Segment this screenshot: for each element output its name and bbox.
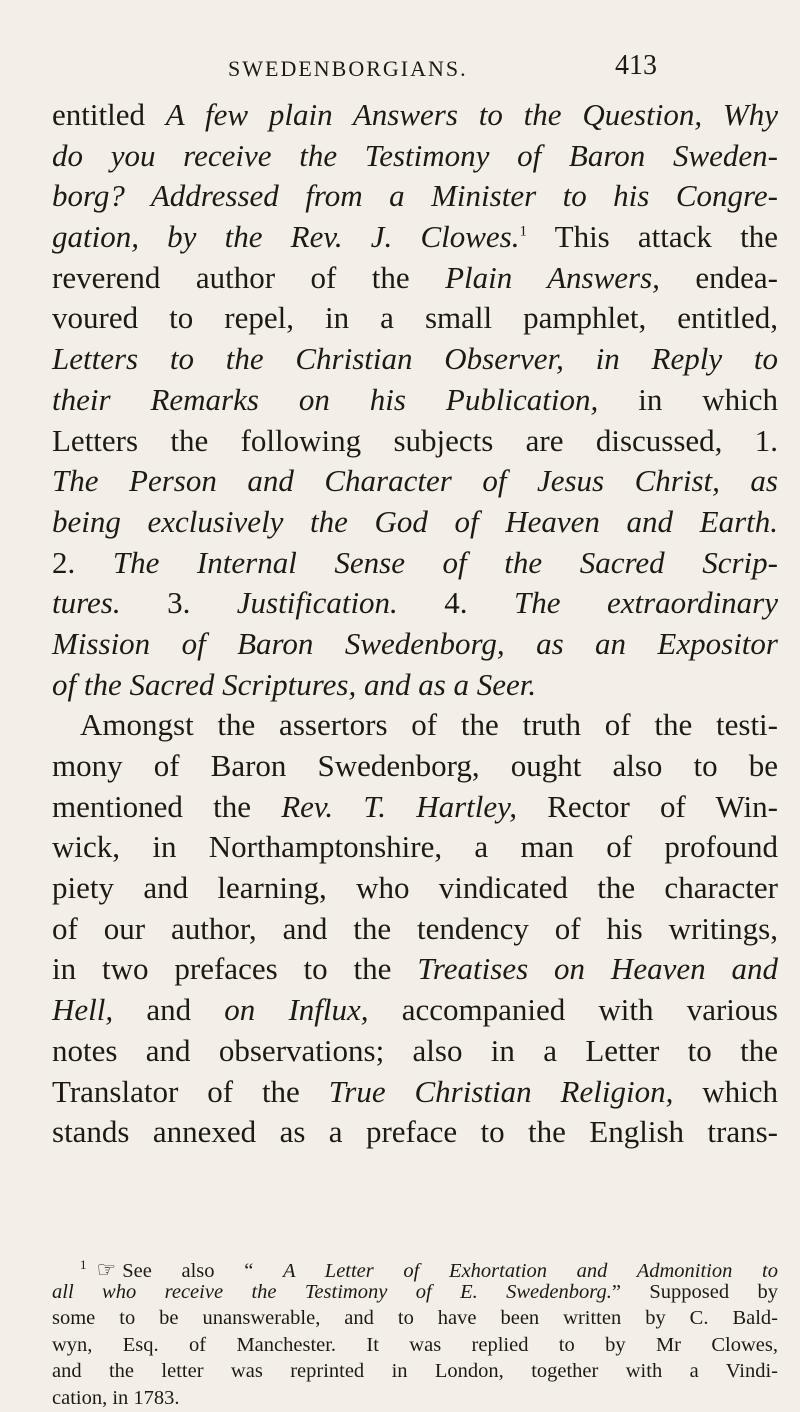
text-run: Translator of the [52,1073,329,1109]
text-line [52,461,778,502]
italic-run: all who receive the Testimony of E. Swedenborg. [52,1280,612,1303]
footnote-line [52,1252,778,1282]
text-line [52,665,778,706]
text-line [52,543,778,584]
footnote-line [52,1385,778,1412]
body-text [52,95,778,1153]
text-run: voured to repel, in a small pamphlet, entitled, [52,300,778,336]
text-run: entitled [52,97,166,132]
text-run: notes and observations; also in a Letter to the [52,1032,778,1068]
text-run: and [113,992,225,1028]
text-run: See also “ [122,1259,283,1282]
italic-run: tures. [52,585,121,621]
text-line [52,787,778,828]
italic-run: Plain Answers, [445,259,660,295]
text-run: stands annexed as a preface to the English trans- [52,1114,778,1150]
italic-run: The Person and Character of Jesus Christ, as [52,463,778,499]
footnote-line [52,1305,778,1332]
text-run: This attack the [527,219,778,255]
text-run: which [673,1073,779,1109]
text-line [52,1072,778,1113]
text-run: 3. [120,585,237,621]
italic-run: on Influx, [224,992,369,1028]
page-number: 413 [615,50,657,81]
italic-run: of the Sacred Scriptures, and as a Seer. [52,666,537,702]
footnote [52,1252,778,1412]
footnote-line [52,1332,778,1359]
text-run: endea- [659,259,778,295]
text-line [52,990,778,1031]
text-run: cation, in 1783. [52,1386,180,1409]
text-run: 2. [52,544,113,580]
text-run: in which [598,381,778,417]
text-run: accompanied with various [368,992,778,1028]
footnote-line [52,1279,778,1306]
italic-run: True Christian Religion, [328,1073,674,1109]
text-run: of our author, and the tendency of his writings, [52,910,778,946]
text-line [52,136,778,177]
text-line [52,502,778,543]
text-line [52,176,778,217]
italic-run: The Internal Sense of the Sacred Scrip- [112,544,778,580]
italic-run: A Letter of Exhortation and Admonition to [282,1259,778,1282]
text-line [52,380,778,421]
text-run: Amongst the assertors of the truth of the testi- [80,707,778,743]
text-line [52,909,778,950]
text-line [52,339,778,380]
italic-run: A few plain Answers to the Question, Why [165,97,778,132]
text-line [52,1031,778,1072]
text-run: wick, in Northamptonshire, a man of profound [52,829,778,865]
text-run: Letters the following subjects are discussed, 1. [52,422,778,458]
text-run: and the letter was reprinted in London, together with a Vindi- [52,1360,778,1383]
italic-run: Letters to the Christian Observer, in Reply to [52,341,778,377]
italic-run: gation, by the Rev. J. Clowes. [52,219,520,255]
text-line [52,868,778,909]
text-line [52,827,778,868]
text-run: Rector of Win- [516,788,778,824]
text-run: piety and learning, who vindicated the character [52,870,778,906]
running-title: SWEDENBORGIANS. [228,56,468,81]
text-line [52,705,778,746]
italic-run: do you receive the Testimony of Baron Sweden- [52,137,778,173]
italic-run: Rev. T. Hartley, [281,788,517,824]
text-run: mentioned the [52,788,282,824]
text-line [52,583,778,624]
text-run: in two prefaces to the [52,951,418,987]
text-run: mony of Baron Swedenborg, ought also to be [52,748,778,783]
text-run: 4. [397,585,514,621]
running-head [0,50,800,90]
italic-run: Justification. [236,585,398,621]
text-line [52,949,778,990]
text-line [52,258,778,299]
italic-run: being exclusively the God of Heaven and Earth. [52,503,778,539]
pointing-hand-icon: ☞ [96,1256,117,1282]
footnote-line [52,1358,778,1385]
text-line [52,298,778,339]
italic-run: their Remarks on his Publication, [52,381,599,417]
italic-run: Hell, [52,992,114,1028]
text-line [52,421,778,462]
italic-run: borg? Addressed from a Minister to his Congre- [52,178,778,214]
text-line [52,1112,778,1153]
text-run: reverend author of the [52,259,446,295]
text-run: some to be unanswerable, and to have been written by C. Bald- [52,1307,778,1330]
footnote-reference: 1 [519,223,527,240]
text-run: ” Supposed by [611,1280,778,1303]
text-line [52,95,778,136]
text-run: wyn, Esq. of Manchester. It was replied to by Mr Clowes, [52,1333,778,1356]
text-line [52,217,778,258]
italic-run: Treatises on Heaven and [417,951,778,987]
italic-run: Mission of Baron Swedenborg, as an Expositor [52,625,778,661]
italic-run: The extraordinary [514,585,779,621]
text-line [52,624,778,665]
text-line [52,746,778,787]
footnote-marker: 1 [80,1257,87,1272]
